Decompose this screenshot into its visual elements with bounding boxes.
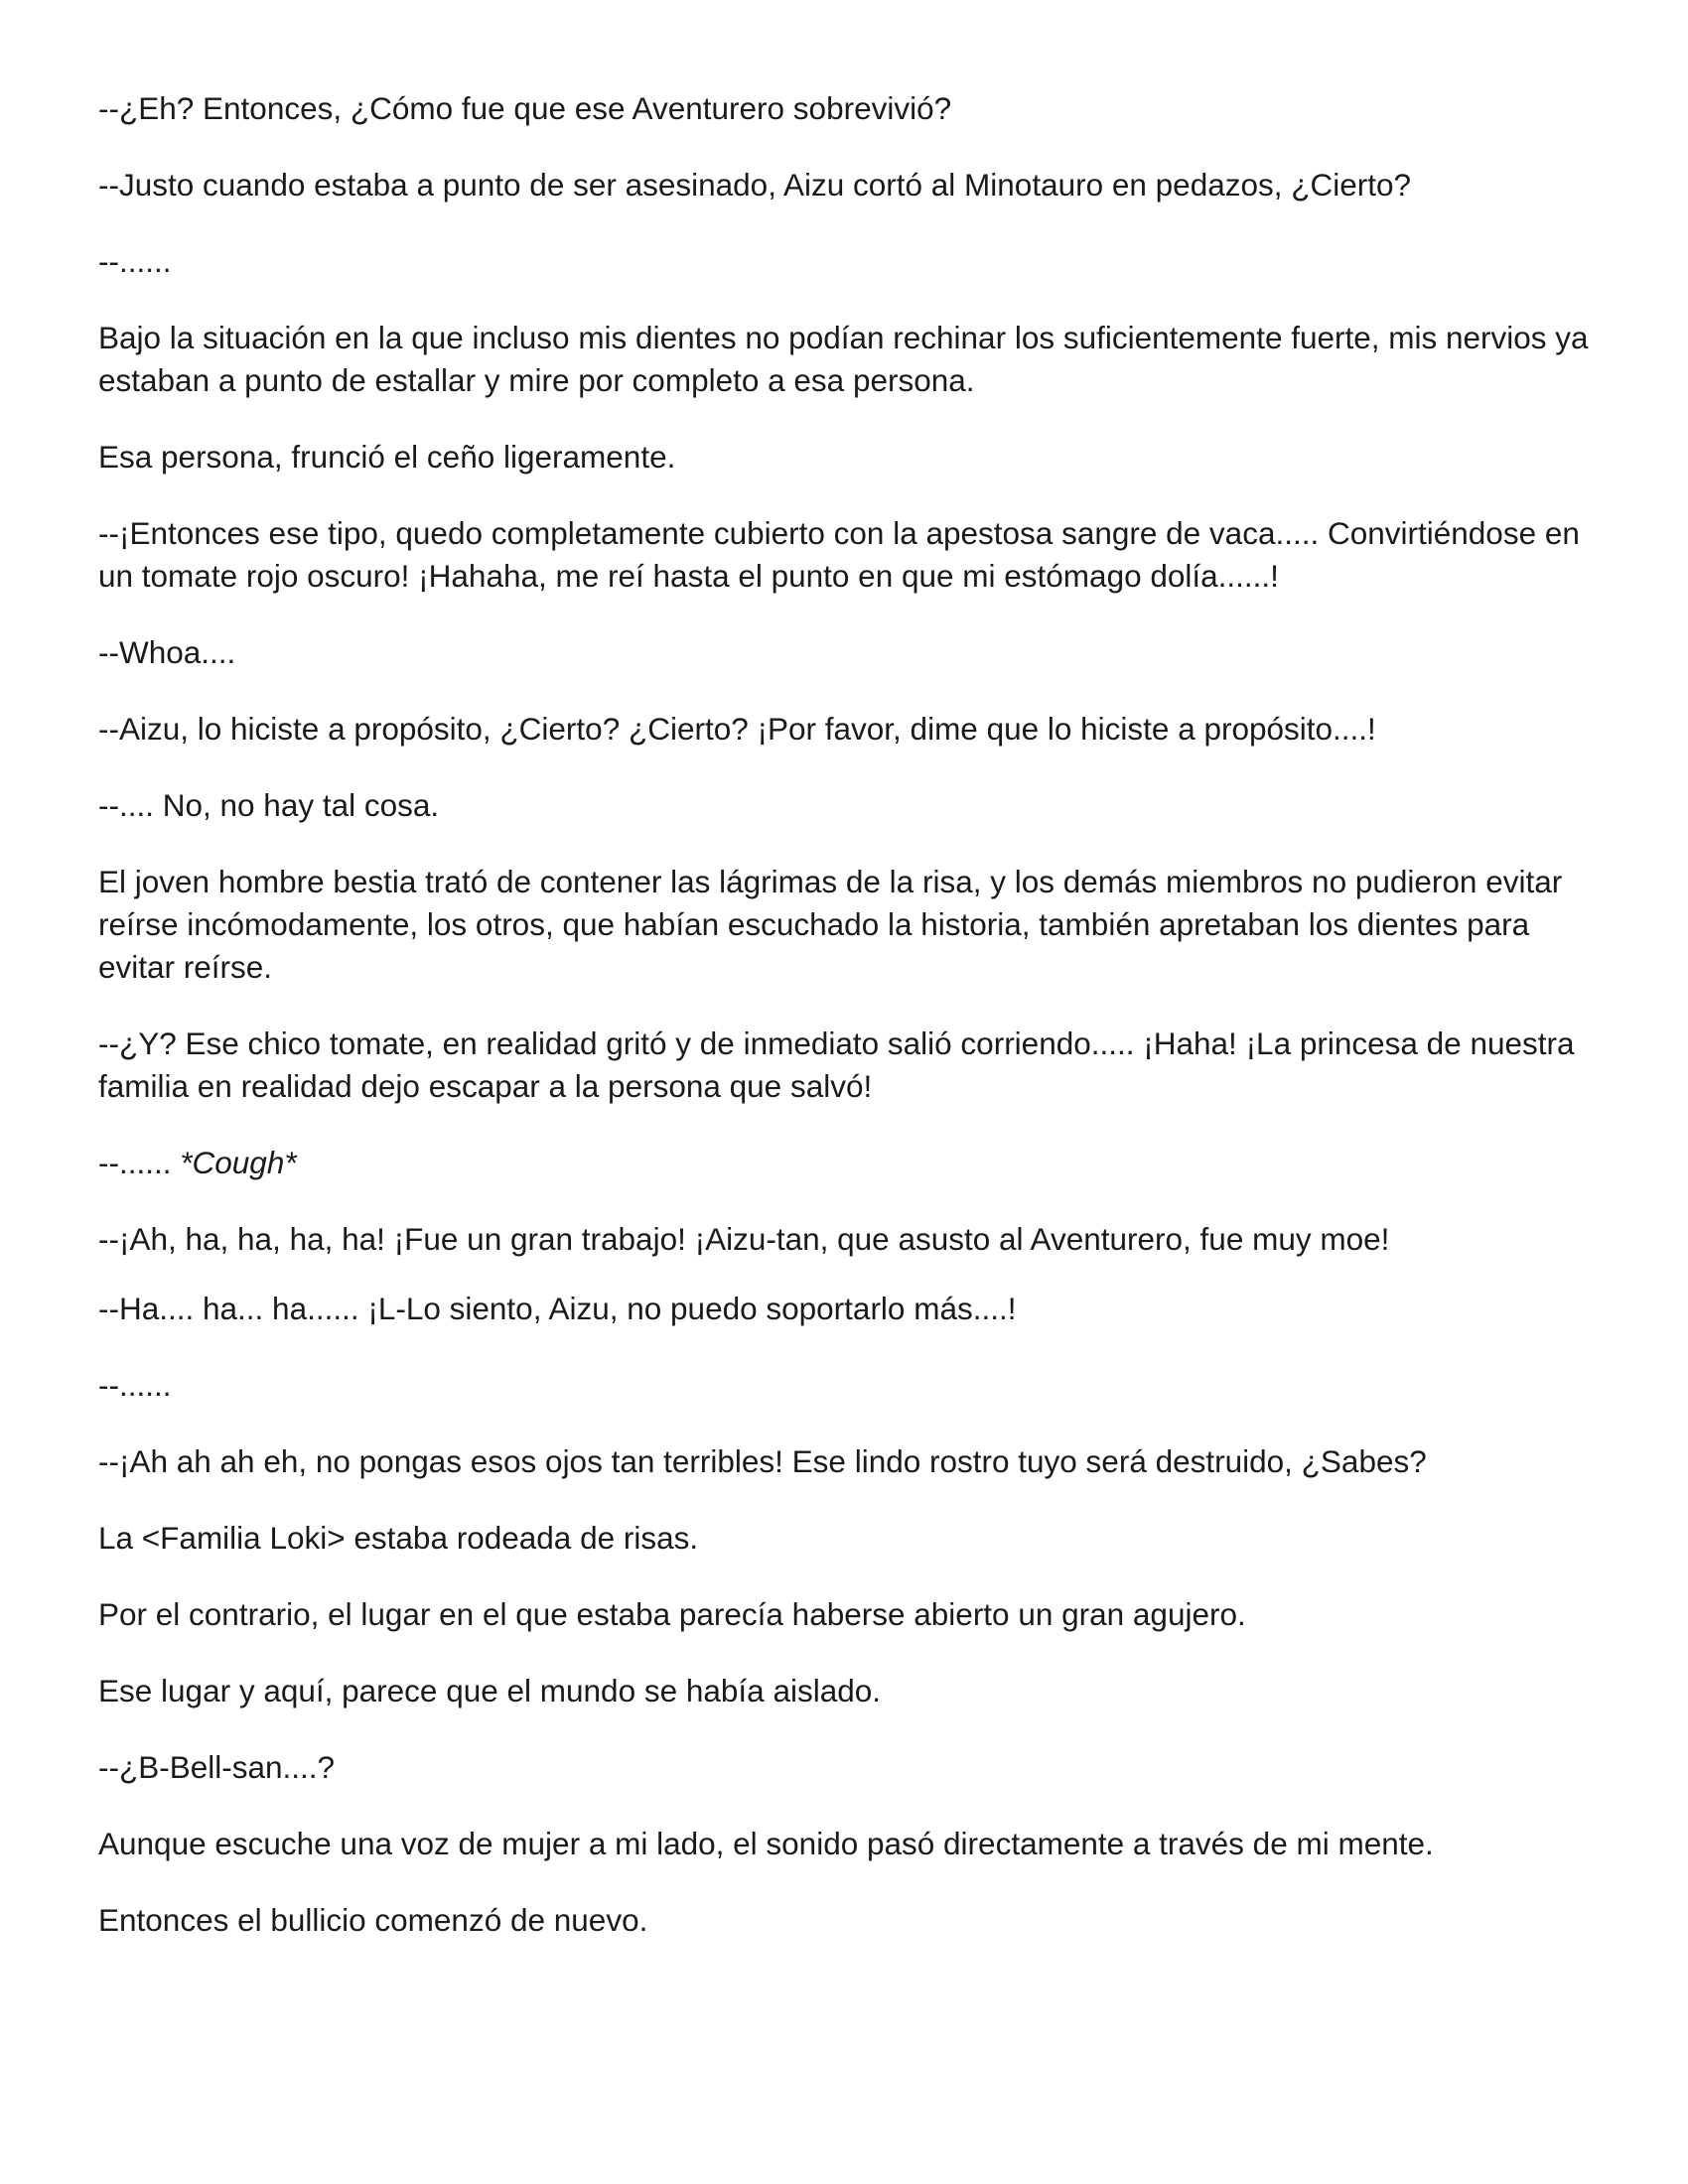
paragraph: Aunque escuche una voz de mujer a mi lado, el sonido pasó directamente a través de mi mente. xyxy=(98,1826,1434,1861)
paragraph: --¿Y? Ese chico tomate, en realidad gritó y de inmediato salió corriendo..... ¡Haha! ¡La princesa de nuestra familia en realidad dejo escapar a la persona que salvó! xyxy=(98,1025,1575,1104)
paragraph: --¡Ah ah ah eh, no pongas esos ojos tan terribles! Ese lindo rostro tuyo será destruido, ¿Sabes? xyxy=(98,1443,1427,1479)
paragraph: Entonces el bullicio comenzó de nuevo. xyxy=(98,1902,648,1938)
paragraph: Ese lugar y aquí, parece que el mundo se había aislado. xyxy=(98,1673,882,1708)
paragraph: --¿Eh? Entonces, ¿Cómo fue que ese Aventurero sobrevivió? xyxy=(98,90,952,126)
paragraph: --Justo cuando estaba a punto de ser asesinado, Aizu cortó al Minotauro en pedazos, ¿Cierto? xyxy=(98,167,1412,203)
paragraph: Esa persona, frunció el ceño ligeramente. xyxy=(98,439,676,475)
paragraph: La <Familia Loki> estaba rodeada de risas. xyxy=(98,1520,699,1556)
cough-italic: *Cough* xyxy=(180,1145,297,1180)
paragraph: --Ha.... ha... ha...... ¡L-Lo siento, Aizu, no puedo soportarlo más....! xyxy=(98,1291,1017,1326)
paragraph: --¡Ah, ha, ha, ha, ha! ¡Fue un gran trabajo! ¡Aizu-tan, que asusto al Aventurero, fue muy moe! xyxy=(98,1221,1390,1257)
paragraph: --¿B-Bell-san....? xyxy=(98,1749,336,1785)
paragraph-cough xyxy=(98,1142,1608,1184)
paragraph: El joven hombre bestia trató de contener las lágrimas de la risa, y los demás miembros no pudieron evitar reírse incómodamente, los otros, que habían escuchado la historia, también apretaban los dientes para evitar reírse. xyxy=(98,864,1563,985)
paragraph: --.... No, no hay tal cosa. xyxy=(98,787,440,823)
cough-prefix: --...... xyxy=(98,1145,172,1180)
paragraph: --Aizu, lo hiciste a propósito, ¿Cierto? ¿Cierto? ¡Por favor, dime que lo hiciste a propósito....! xyxy=(98,711,1376,747)
paragraph: --Whoa.... xyxy=(98,634,236,670)
paragraph: --¡Entonces ese tipo, quedo completamente cubierto con la apestosa sangre de vaca..... Convirtiéndose en un tomate rojo oscuro! ¡Hahaha, me reí hasta el punto en que mi estómago dolía......! xyxy=(98,515,1580,594)
paragraph: Por el contrario, el lugar en el que estaba parecía haberse abierto un gran agujero. xyxy=(98,1596,1246,1632)
paragraph: --...... xyxy=(98,243,172,279)
paragraph: Bajo la situación en la que incluso mis dientes no podían rechinar los suficientemente fuerte, mis nervios ya estaban a punto de estallar y mire por completo a esa persona. xyxy=(98,320,1589,398)
document-body xyxy=(98,87,1608,1976)
paragraph: --...... xyxy=(98,1367,172,1403)
